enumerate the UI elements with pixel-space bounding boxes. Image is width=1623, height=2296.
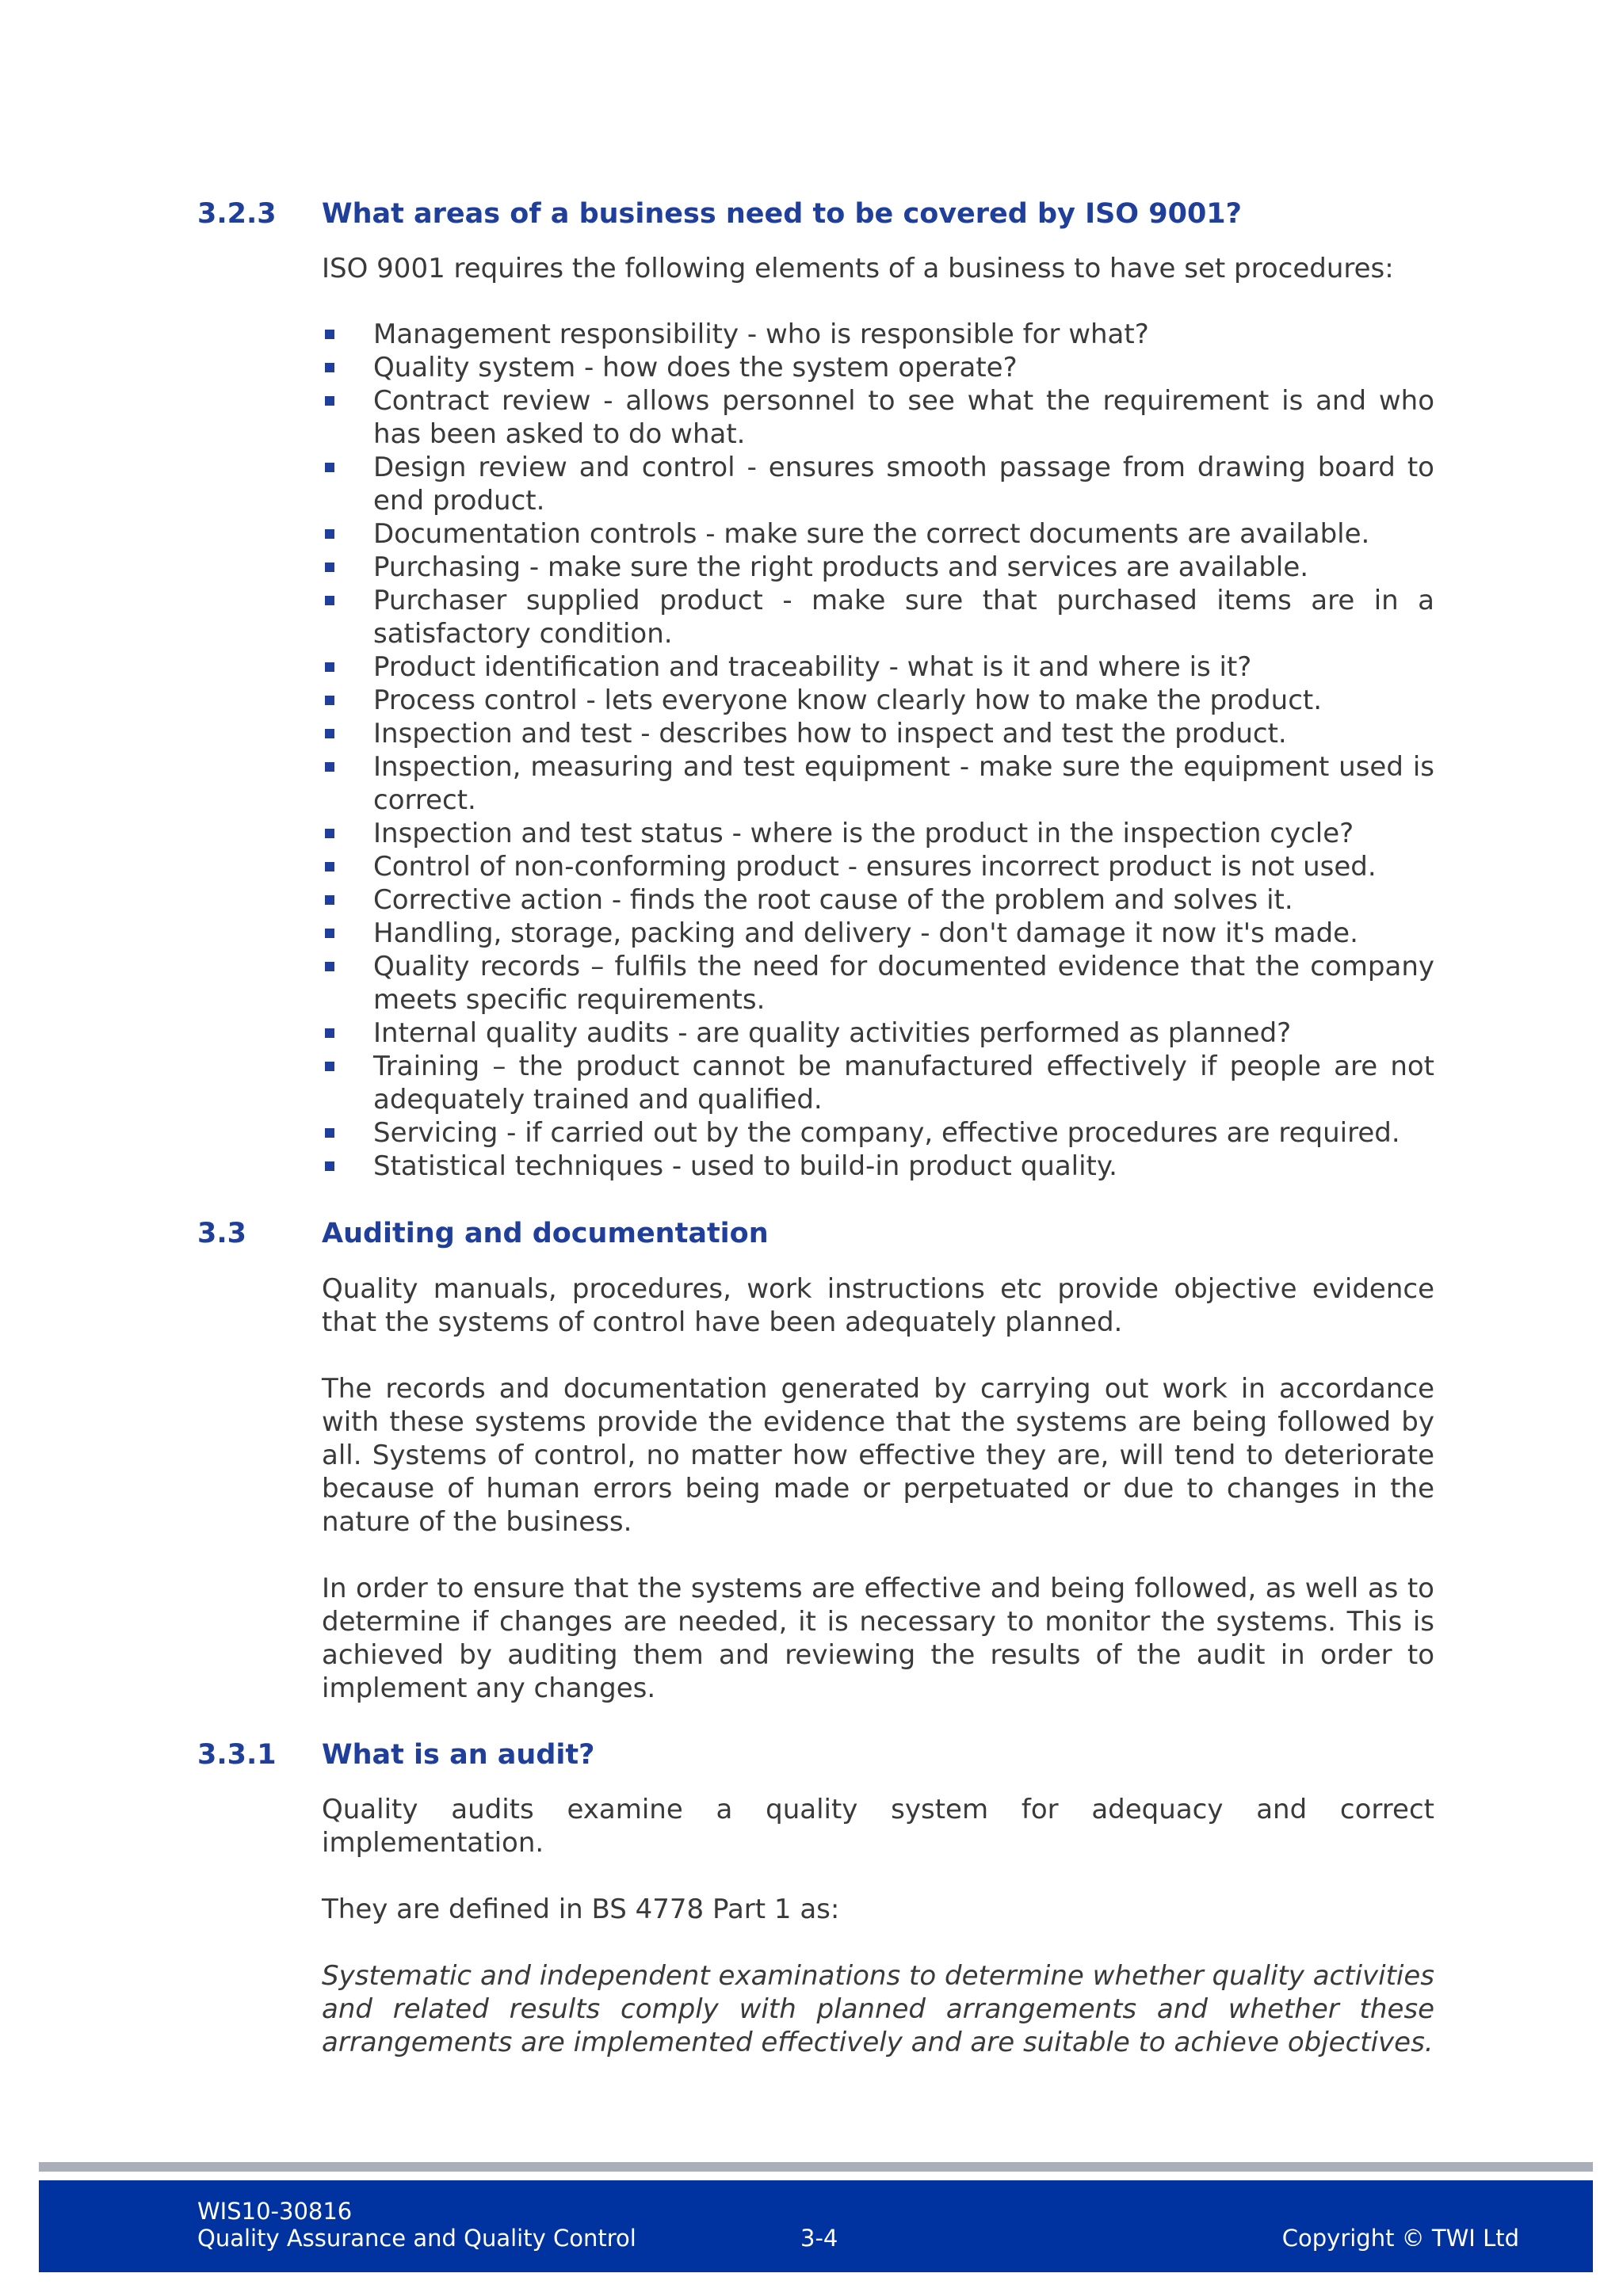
paragraph: Quality manuals, procedures, work instructions etc provide objective evidence that the systems of control have been adequately planned. bbox=[322, 1273, 1434, 1338]
square-bullet-icon bbox=[325, 962, 334, 971]
list-item: Management responsibility - who is responsible for what? bbox=[322, 318, 1434, 351]
paragraph: In order to ensure that the systems are effective and being followed, as well as to determine if changes are needed, it is necessary to monitor the systems. This is achieved by auditing them and reviewing the results of the audit in order to implement any changes. bbox=[322, 1573, 1434, 1704]
list-item: Quality records – fulfils the need for documented evidence that the company meets specific requirements. bbox=[322, 950, 1434, 1016]
list-item: Inspection, measuring and test equipment - make sure the equipment used is correct. bbox=[322, 750, 1434, 817]
section-title: What areas of a business need to be covered by ISO 9001? bbox=[322, 198, 1242, 230]
square-bullet-icon bbox=[325, 529, 334, 539]
list-item: Statistical techniques - used to build-in product quality. bbox=[322, 1150, 1434, 1183]
square-bullet-icon bbox=[325, 563, 334, 572]
square-bullet-icon bbox=[325, 1062, 334, 1071]
list-item: Purchasing - make sure the right products and services are available. bbox=[322, 551, 1434, 584]
list-item: Design review and control - ensures smooth passage from drawing board to end product. bbox=[322, 451, 1434, 517]
list-item: Purchaser supplied product - make sure that purchased items are in a satisfactory condition. bbox=[322, 584, 1434, 650]
footer-course-title: Quality Assurance and Quality Control bbox=[197, 2225, 636, 2252]
footer-doc-id: WIS10-30816 bbox=[197, 2198, 353, 2225]
list-item: Product identification and traceability - what is it and where is it? bbox=[322, 650, 1434, 684]
square-bullet-icon bbox=[325, 463, 334, 472]
section-number: 3.2.3 bbox=[197, 198, 277, 230]
section-number: 3.3 bbox=[197, 1218, 247, 1249]
procedure-list bbox=[322, 318, 1434, 1183]
square-bullet-icon bbox=[325, 929, 334, 938]
square-bullet-icon bbox=[325, 662, 334, 672]
list-item: Servicing - if carried out by the company, effective procedures are required. bbox=[322, 1116, 1434, 1150]
list-item: Process control - lets everyone know clearly how to make the product. bbox=[322, 684, 1434, 717]
square-bullet-icon bbox=[325, 1028, 334, 1038]
page-footer bbox=[39, 2180, 1593, 2272]
list-item: Training – the product cannot be manufactured effectively if people are not adequately trained and qualified. bbox=[322, 1050, 1434, 1116]
square-bullet-icon bbox=[325, 862, 334, 871]
square-bullet-icon bbox=[325, 762, 334, 772]
section-heading-3-3 bbox=[197, 1217, 769, 1250]
list-item: Quality system - how does the system operate? bbox=[322, 351, 1434, 384]
paragraph: The records and documentation generated by carrying out work in accordance with these systems provide the evidence that the systems are being followed by all. Systems of control, no matter how effective they are, will tend to deteriorate because of human errors being made or perpetuated or due to changes in the nature of the business. bbox=[322, 1373, 1434, 1538]
square-bullet-icon bbox=[325, 696, 334, 705]
list-item: Documentation controls - make sure the correct documents are available. bbox=[322, 517, 1434, 551]
footer-copyright: Copyright © TWI Ltd bbox=[1281, 2225, 1519, 2252]
footer-divider bbox=[39, 2162, 1593, 2172]
section-heading-3-3-1 bbox=[197, 1738, 594, 1772]
list-item: Internal quality audits - are quality activities performed as planned? bbox=[322, 1016, 1434, 1050]
footer-page-number: 3-4 bbox=[800, 2225, 838, 2252]
section-intro: ISO 9001 requires the following elements of a business to have set procedures: bbox=[322, 253, 1394, 284]
square-bullet-icon bbox=[325, 596, 334, 605]
list-item: Control of non-conforming product - ensures incorrect product is not used. bbox=[322, 850, 1434, 883]
list-item: Inspection and test - describes how to inspect and test the product. bbox=[322, 717, 1434, 750]
paragraph: They are defined in BS 4778 Part 1 as: bbox=[322, 1894, 840, 1925]
square-bullet-icon bbox=[325, 895, 334, 905]
list-item: Contract review - allows personnel to see what the requirement is and who has been asked to do what. bbox=[322, 384, 1434, 451]
section-number: 3.3.1 bbox=[197, 1739, 277, 1771]
square-bullet-icon bbox=[325, 829, 334, 838]
section-title: Auditing and documentation bbox=[322, 1218, 769, 1249]
paragraph: Quality audits examine a quality system for adequacy and correct implementation. bbox=[322, 1794, 1434, 1859]
list-item: Inspection and test status - where is the product in the inspection cycle? bbox=[322, 817, 1434, 850]
definition-quote: Systematic and independent examinations to determine whether quality activities and related results comply with planned arrangements and whether these arrangements are implemented effectively and are suitable to achieve objectives. bbox=[322, 1960, 1434, 2058]
square-bullet-icon bbox=[325, 330, 334, 339]
section-title: What is an audit? bbox=[322, 1739, 595, 1771]
section-heading-3-2-3 bbox=[197, 197, 1242, 231]
square-bullet-icon bbox=[325, 1161, 334, 1171]
square-bullet-icon bbox=[325, 363, 334, 372]
list-item: Corrective action - finds the root cause of the problem and solves it. bbox=[322, 883, 1434, 917]
square-bullet-icon bbox=[325, 1128, 334, 1138]
list-item: Handling, storage, packing and delivery - don't damage it now it's made. bbox=[322, 917, 1434, 950]
square-bullet-icon bbox=[325, 729, 334, 738]
square-bullet-icon bbox=[325, 396, 334, 406]
